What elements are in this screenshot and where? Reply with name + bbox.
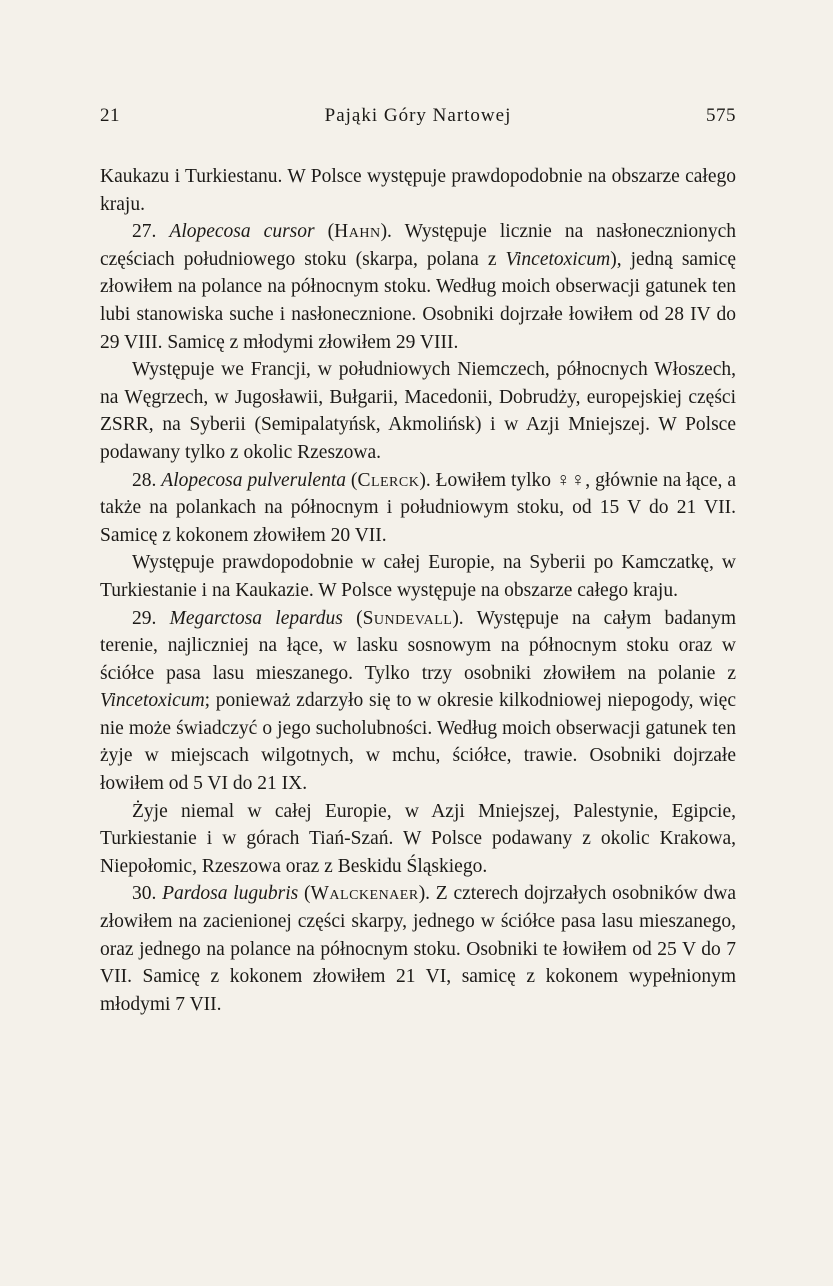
species-author: Walckenaer [310,883,419,905]
species-author: Clerck [357,469,420,491]
species-entry-29: 29. Megarctosa lepardus (Sundevall). Występuje na całym badanym terenie, najliczniej na łące, w lasku sosnowym na północnym stoku oraz w ściółce pasa lasu mieszanego. Tylko trzy osobniki złowiłem na polanie z Vincetoxicum; ponieważ zdarzyło się to w okresie kilkodniowej niepogody, więc nie może świadczyć o jego sucholubności. Według moich obserwacji gatunek ten żyje w miejscach wilgotnych, w mchu, ściółce, trawie. Osobniki dojrzałe łowiłem od 5 VI do 21 IX. [100,607,737,795]
entry-number: 28. [132,469,157,491]
paragraph-continuation: Kaukazu i Turkiestanu. W Polsce występuje prawdopodobnie na obszarze całego kraju. [100,166,736,215]
species-entry-27: 27. Alopecosa cursor (Hahn). Występuje licznie na nasłonecznionych częściach południowego stoku (skarpa, polana z Vincetoxicum), jedną samicę złowiłem na polance na północnym stoku. Według moich obserwacji gatunek ten lubi stanowiska suche i nasłonecznione. Osobniki dojrzałe łowiłem od 28 IV do 29 VIII. Samicę z młodymi złowiłem 29 VIII. [100,221,737,353]
species-name: Alopecosa cursor [169,221,315,243]
distribution-paragraph: Występuje prawdopodobnie w całej Europie, na Syberii po Kamczatkę, w Turkiestanie i na Kaukazie. W Polsce występuje na obszarze całego kraju. [100,552,736,601]
species-author: Sundevall [362,607,453,629]
entry-text-cont: ), jedną samicę złowiłem na polance na północnym stoku. Według moich obserwacji gatunek ten lubi stanowiska suche i nasłonecznione. Osobniki dojrzałe łowiłem od 28 IV do 29 VIII. Samicę z młodymi złowiłem 29 VIII. [100,248,736,353]
entry-number: 27. [132,221,157,243]
distribution-paragraph: Występuje we Francji, w południowych Niemczech, północnych Włoszech, na Węgrzech, w Jugosławii, Bułgarii, Macedonii, Dobrudży, europejskiej części ZSRR, na Syberii (Semipalatyńsk, Akmolińsk) i w Azji Mniejszej. W Polsce podawany tylko z okolic Rzeszowa. [100,359,736,463]
entry-text-cont: ; ponieważ zdarzyło się to w okresie kilkodniowej niepogody, więc nie może świadczyć o jego sucholubności. Według moich obserwacji gatunek ten żyje w miejscach wilgotnych, w mchu, ściółce, trawie. Osobniki dojrzałe łowiłem od 5 VI do 21 IX. [100,690,736,795]
page-number-left: 21 [100,105,120,126]
entry-text: ). Występuje licznie na nasłonecznionych częściach południowego stoku (skarpa, polana z [100,221,737,270]
species-name: Megarctosa lepardus [169,607,343,629]
species-name: Alopecosa pulverulenta [161,469,347,491]
plant-name: Vincetoxicum [100,690,205,712]
entry-text: ). Z czterech dojrzałych osobników dwa złowiłem na zacienionej części skarpy, jednego w ściółce pasa lasu mieszanego, oraz jednego na polance na północnym stoku. Osobniki te łowiłem od 25 V do 7 VII. Samicę z kokonem złowiłem 21 VI, samicę z kokonem wypełnionym młodymi 7 VII. [100,883,736,1015]
species-author: Hahn [334,221,381,243]
body-text [100,163,736,1018]
page-number-right: 575 [706,105,736,126]
entry-number: 29. [132,607,157,629]
distribution-paragraph: Żyje niemal w całej Europie, w Azji Mniejszej, Palestynie, Egipcie, Turkiestanie i w górach Tiań-Szań. W Polsce podawany z okolic Krakowa, Niepołomic, Rzeszowa oraz z Beskidu Śląskiego. [100,800,736,877]
plant-name: Vincetoxicum [505,248,611,270]
species-entry-28: 28. Alopecosa pulverulenta (Clerck). Łowiłem tylko ♀♀, głównie na łące, a także na polankach na północnym i południowym stoku, od 15 V do 21 VII. Samicę z kokonem złowiłem 20 VII. [100,469,737,546]
species-name: Pardosa lugubris [162,883,299,905]
entry-number: 30. [132,883,157,905]
entry-text: ). Łowiłem tylko ♀♀, głównie na łące, a także na polankach na północnym i południowym stoku, od 15 V do 21 VII. Samicę z kokonem złowiłem 20 VII. [100,469,737,546]
running-title: Pająki Góry Nartowej [324,105,512,126]
species-entry-30: 30. Pardosa lugubris (Walckenaer). Z czterech dojrzałych osobników dwa złowiłem na zacienionej części skarpy, jednego w ściółce pasa lasu mieszanego, oraz jednego na polance na północnym stoku. Osobniki te łowiłem od 25 V do 7 VII. Samicę z kokonem złowiłem 21 VI, samicę z kokonem wypełnionym młodymi 7 VII. [100,883,736,1015]
entry-text: ). Występuje na całym badanym terenie, najliczniej na łące, w lasku sosnowym na północnym stoku oraz w ściółce pasa lasu mieszanego. Tylko trzy osobniki złowiłem na polanie z [100,607,737,684]
